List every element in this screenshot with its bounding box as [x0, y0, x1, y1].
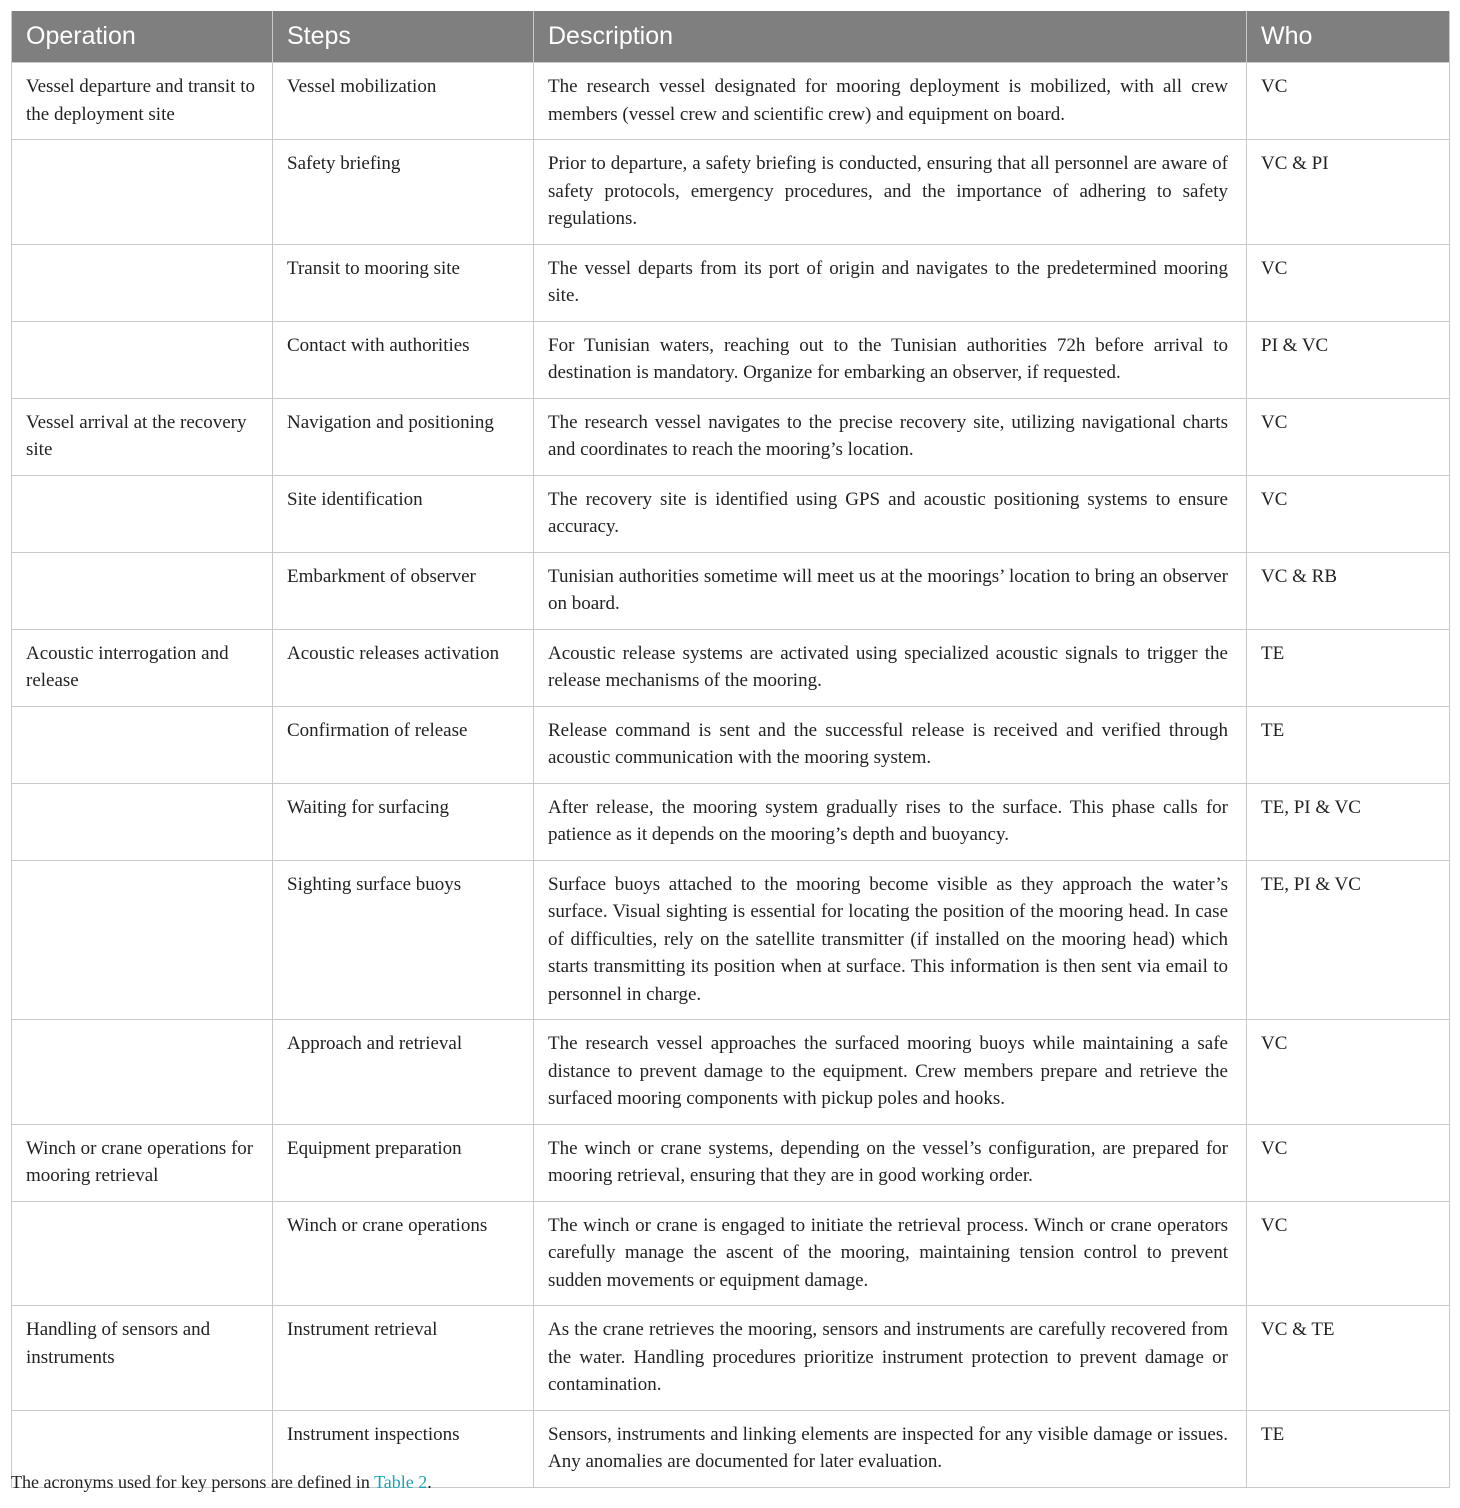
description-cell: The winch or crane is engaged to initiate the retrieval process. Winch or crane operators carefully manage the ascent of the mooring, maintaining tension control to prevent sudden movements or equipment damage.: [534, 1201, 1247, 1306]
table-row: [12, 783, 1450, 860]
header-who: Who: [1247, 11, 1450, 63]
footnote-text: The acronyms used for key persons are defined in: [11, 1472, 375, 1492]
step-cell: Equipment preparation: [273, 1124, 534, 1201]
description-cell: Sensors, instruments and linking elements are inspected for any visible damage or issues. Any anomalies are documented for later evaluation.: [534, 1410, 1247, 1487]
who-cell: VC: [1247, 244, 1450, 321]
step-cell: Instrument inspections: [273, 1410, 534, 1487]
description-cell: The winch or crane systems, depending on the vessel’s configuration, are prepared for mooring retrieval, ensuring that they are in good working order.: [534, 1124, 1247, 1201]
operation-cell: Acoustic interrogation and release: [12, 629, 273, 706]
table-row: [12, 1020, 1450, 1125]
who-cell: VC: [1247, 63, 1450, 140]
description-cell: Surface buoys attached to the mooring become visible as they approach the water’s surface. Visual sighting is essential for locating the position of the mooring head. In case of difficulties, rely on the satellite transmitter (if installed on the mooring head) which starts transmitting its position when at surface. This information is then sent via email to personnel in charge.: [534, 860, 1247, 1020]
who-cell: VC: [1247, 1124, 1450, 1201]
who-cell: TE, PI & VC: [1247, 860, 1450, 1020]
who-cell: VC: [1247, 475, 1450, 552]
step-cell: Acoustic releases activation: [273, 629, 534, 706]
table-row: [12, 1124, 1450, 1201]
table-row: [12, 1306, 1450, 1411]
description-cell: Release command is sent and the successful release is received and verified through acoustic communication with the mooring system.: [534, 706, 1247, 783]
step-cell: Confirmation of release: [273, 706, 534, 783]
who-cell: VC: [1247, 1020, 1450, 1125]
table-container: [11, 11, 1449, 1488]
table-row: [12, 629, 1450, 706]
operation-cell: [12, 783, 273, 860]
table-body: [12, 63, 1450, 1488]
operation-cell: [12, 244, 273, 321]
description-cell: The research vessel designated for mooring deployment is mobilized, with all crew members (vessel crew and scientific crew) and equipment on board.: [534, 63, 1247, 140]
table-row: [12, 321, 1450, 398]
step-cell: Vessel mobilization: [273, 63, 534, 140]
description-cell: For Tunisian waters, reaching out to the Tunisian authorities 72h before arrival to destination is mandatory. Organize for embarking an observer, if requested.: [534, 321, 1247, 398]
who-cell: VC: [1247, 1201, 1450, 1306]
step-cell: Approach and retrieval: [273, 1020, 534, 1125]
step-cell: Winch or crane operations: [273, 1201, 534, 1306]
description-cell: As the crane retrieves the mooring, sensors and instruments are carefully recovered from the water. Handling procedures prioritize instrument protection to prevent damage or contamination.: [534, 1306, 1247, 1411]
table-row: [12, 244, 1450, 321]
operation-cell: Winch or crane operations for mooring retrieval: [12, 1124, 273, 1201]
header-description: Description: [534, 11, 1247, 63]
description-cell: The research vessel navigates to the precise recovery site, utilizing navigational charts and coordinates to reach the mooring’s location.: [534, 398, 1247, 475]
who-cell: VC & TE: [1247, 1306, 1450, 1411]
description-cell: Tunisian authorities sometime will meet us at the moorings’ location to bring an observer on board.: [534, 552, 1247, 629]
operation-cell: [12, 552, 273, 629]
who-cell: VC: [1247, 398, 1450, 475]
operation-cell: Vessel arrival at the recovery site: [12, 398, 273, 475]
who-cell: VC & PI: [1247, 140, 1450, 245]
table-row: [12, 1201, 1450, 1306]
step-cell: Embarkment of observer: [273, 552, 534, 629]
table-footnote: [11, 1472, 432, 1493]
who-cell: PI & VC: [1247, 321, 1450, 398]
step-cell: Waiting for surfacing: [273, 783, 534, 860]
description-cell: The vessel departs from its port of origin and navigates to the predetermined mooring site.: [534, 244, 1247, 321]
table-row: [12, 475, 1450, 552]
step-cell: Instrument retrieval: [273, 1306, 534, 1411]
table-row: [12, 552, 1450, 629]
header-row: [12, 11, 1450, 63]
step-cell: Site identification: [273, 475, 534, 552]
operations-table: [11, 11, 1450, 1488]
table-row: [12, 860, 1450, 1020]
description-cell: The recovery site is identified using GPS and acoustic positioning systems to ensure accuracy.: [534, 475, 1247, 552]
who-cell: TE: [1247, 629, 1450, 706]
step-cell: Sighting surface buoys: [273, 860, 534, 1020]
table-row: [12, 706, 1450, 783]
step-cell: Navigation and positioning: [273, 398, 534, 475]
table-row: [12, 140, 1450, 245]
description-cell: The research vessel approaches the surfaced mooring buoys while maintaining a safe distance to prevent damage to the equipment. Crew members prepare and retrieve the surfaced mooring components with pickup poles and hooks.: [534, 1020, 1247, 1125]
table-row: [12, 63, 1450, 140]
operation-cell: Vessel departure and transit to the deployment site: [12, 63, 273, 140]
who-cell: TE, PI & VC: [1247, 783, 1450, 860]
step-cell: Contact with authorities: [273, 321, 534, 398]
who-cell: TE: [1247, 706, 1450, 783]
description-cell: Acoustic release systems are activated using specialized acoustic signals to trigger the release mechanisms of the mooring.: [534, 629, 1247, 706]
description-cell: Prior to departure, a safety briefing is conducted, ensuring that all personnel are aware of safety protocols, emergency procedures, and the importance of adhering to safety regulations.: [534, 140, 1247, 245]
who-cell: TE: [1247, 1410, 1450, 1487]
operation-cell: [12, 140, 273, 245]
who-cell: VC & RB: [1247, 552, 1450, 629]
operation-cell: [12, 860, 273, 1020]
table-row: [12, 398, 1450, 475]
step-cell: Safety briefing: [273, 140, 534, 245]
operation-cell: [12, 1020, 273, 1125]
step-cell: Transit to mooring site: [273, 244, 534, 321]
operation-cell: [12, 1201, 273, 1306]
operation-cell: [12, 706, 273, 783]
table-2-link[interactable]: Table 2: [374, 1472, 428, 1492]
operation-cell: [12, 475, 273, 552]
header-operation: Operation: [12, 11, 273, 63]
table-header: [12, 11, 1450, 63]
footnote-end: .: [427, 1472, 432, 1492]
header-steps: Steps: [273, 11, 534, 63]
description-cell: After release, the mooring system gradually rises to the surface. This phase calls for patience as it depends on the mooring’s depth and buoyancy.: [534, 783, 1247, 860]
operation-cell: Handling of sensors and instruments: [12, 1306, 273, 1411]
operation-cell: [12, 321, 273, 398]
